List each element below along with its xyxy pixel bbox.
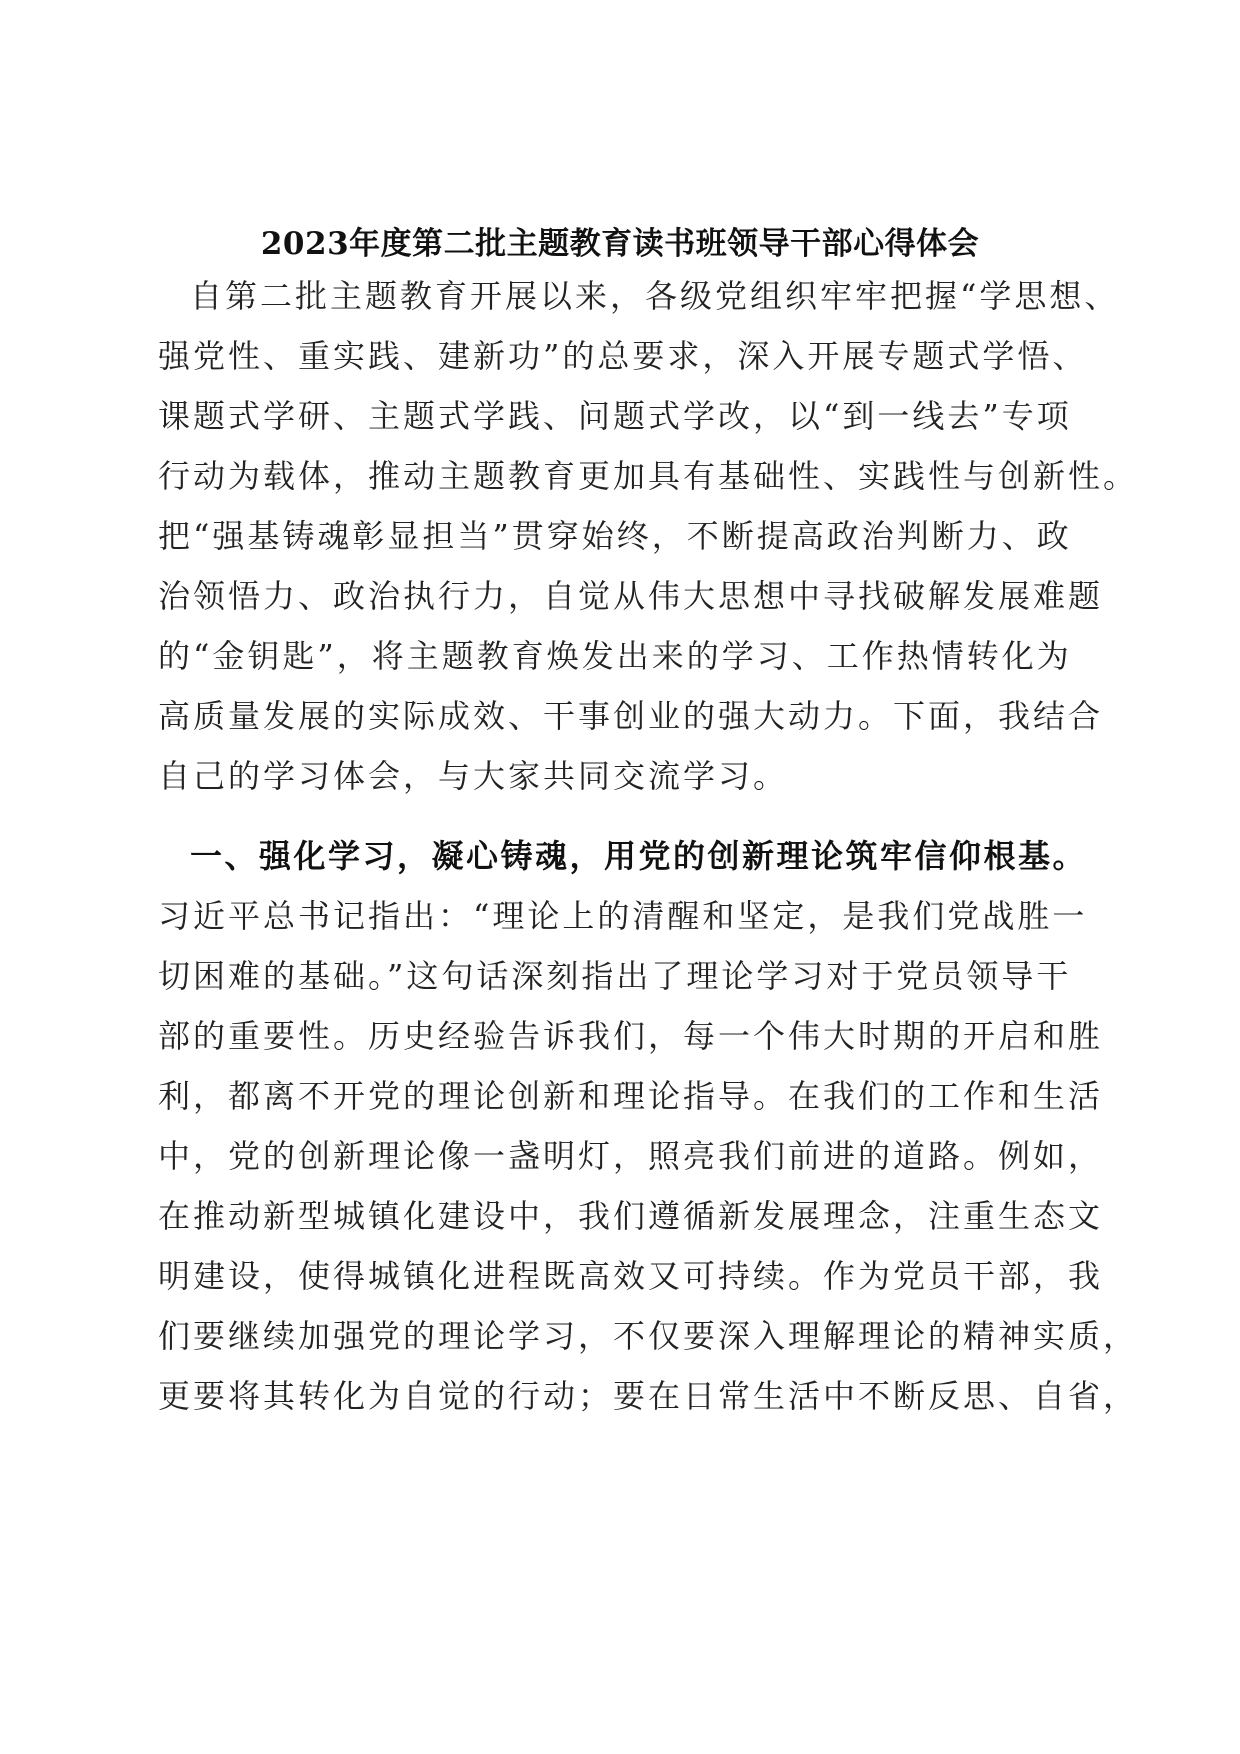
paragraph-line: 自己的学习体会，与大家共同交流学习。	[158, 757, 789, 795]
paragraph-line: 明建设，使得城镇化进程既高效又可持续。作为党员干部，我	[158, 1257, 1104, 1295]
paragraph-line: 习近平总书记指出：“理论上的清醒和坚定，是我们党战胜一	[158, 897, 1088, 935]
section-heading: 一、强化学习，凝心铸魂，用党的创新理论筑牢信仰根基。	[190, 837, 1088, 875]
paragraph-line: 把“强基铸魂彰显担当”贯穿始终，不断提高政治判断力、政	[158, 517, 1072, 555]
paragraph-line: 强党性、重实践、建新功”的总要求，深入开展专题式学悟、	[158, 337, 1088, 375]
paragraph-line: 自第二批主题教育开展以来，各级党组织牢牢把握“学思想、	[190, 277, 1120, 315]
paragraph-line: 行动为载体，推动主题教育更加具有基础性、实践性与创新性。	[158, 457, 1139, 495]
paragraph-line: 在推动新型城镇化建设中，我们遵循新发展理念，注重生态文	[158, 1197, 1104, 1235]
paragraph-line: 更要将其转化为自觉的行动；要在日常生活中不断反思、自省，	[158, 1377, 1139, 1415]
paragraph-line: 们要继续加强党的理论学习，不仅要深入理解理论的精神实质，	[158, 1317, 1139, 1355]
paragraph-line: 切困难的基础。”这句话深刻指出了理论学习对于党员领导干	[158, 957, 1072, 995]
paragraph-line: 中，党的创新理论像一盏明灯，照亮我们前进的道路。例如，	[158, 1137, 1104, 1175]
paragraph-line: 利，都离不开党的理论创新和理论指导。在我们的工作和生活	[158, 1077, 1104, 1115]
paragraph-line: 的“金钥匙”，将主题教育焕发出来的学习、工作热情转化为	[158, 637, 1072, 675]
paragraph-line: 课题式学研、主题式学践、问题式学改，以“到一线去”专项	[158, 397, 1072, 435]
paragraph-line: 高质量发展的实际成效、干事创业的强大动力。下面，我结合	[158, 697, 1104, 735]
paragraph-line: 部的重要性。历史经验告诉我们，每一个伟大时期的开启和胜	[158, 1017, 1104, 1055]
paragraph-line: 治领悟力、政治执行力，自觉从伟大思想中寻找破解发展难题	[158, 577, 1104, 615]
document-title: 2023年度第二批主题教育读书班领导干部心得体会	[260, 226, 980, 262]
